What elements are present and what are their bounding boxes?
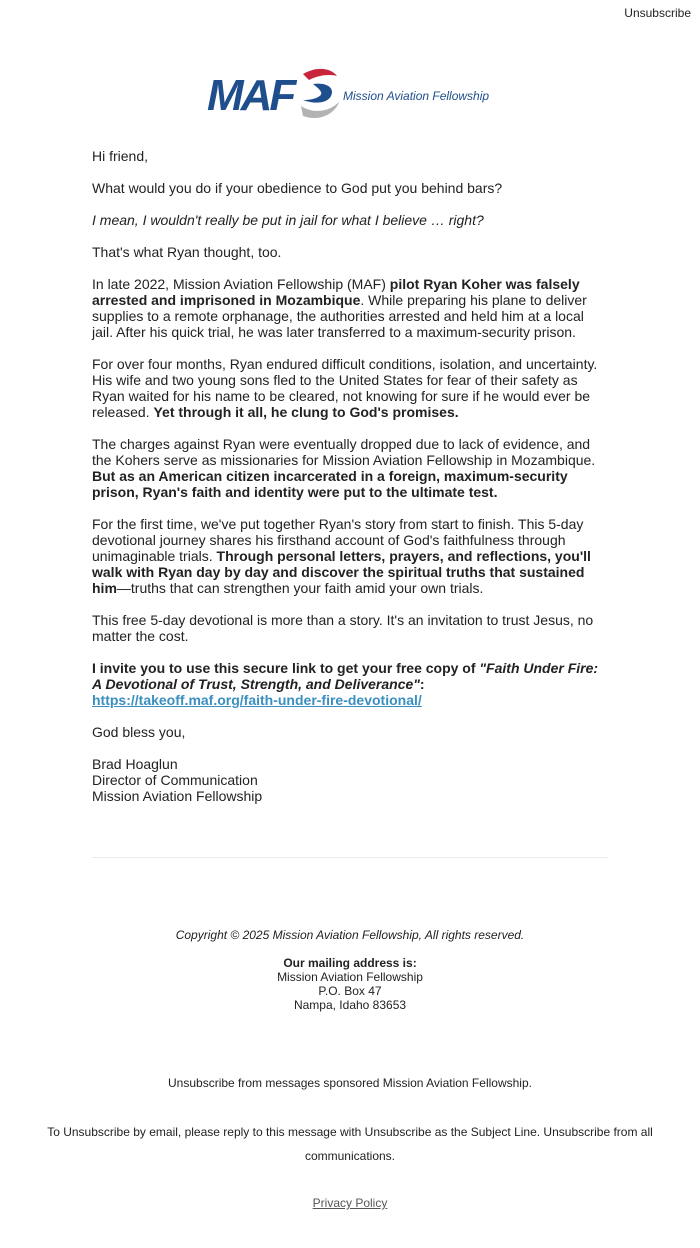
- logo-swoosh-grey: [301, 102, 339, 118]
- unsubscribe-sponsored[interactable]: Unsubscribe from messages sponsored Mission Aviation Fellowship.: [168, 1076, 532, 1090]
- paragraph-four-months: For over four months, Ryan endured difficult conditions, isolation, and uncertainty. His wife and two young sons fled to the United States for fear of their safety as Ryan waited for his name to be cleared, not knowing for sure if he would ever be released. Yet through it all, he clung to God's promises.: [92, 356, 598, 420]
- logo-swoosh-red: [303, 69, 337, 80]
- address-line-1: Mission Aviation Fellowship: [277, 970, 423, 984]
- closing: God bless you,: [92, 724, 186, 740]
- paragraph-question: What would you do if your obedience to God put you behind bars?: [92, 180, 503, 196]
- paragraph-invitation: This free 5-day devotional is more than a story. It's an invitation to trust Jesus, no matter the cost.: [92, 612, 594, 644]
- paragraph-cta: I invite you to use this secure link to get your free copy of "Faith Under Fire: A Devotional of Trust, Strength, and Deliverance": https://takeoff.maf.org/faith-under-fire-devotional/: [92, 660, 599, 708]
- copyright: Copyright © 2025 Mission Aviation Fellowship, All rights reserved.: [175, 928, 525, 942]
- signature: [92, 756, 608, 804]
- logo-wordmark: MAF: [207, 71, 294, 120]
- maf-logo-graphic: [205, 66, 495, 126]
- unsubscribe-email-instructions: To Unsubscribe by email, please reply to this message with Unsubscribe as the Subject Line. Unsubscribe from all communications.: [47, 1125, 653, 1163]
- greeting: Hi friend,: [92, 148, 149, 164]
- paragraph-italic: I mean, I wouldn't really be put in jail for what I believe … right?: [92, 212, 484, 228]
- email-body: [92, 148, 608, 820]
- paragraph-devotional: For the first time, we've put together Ryan's story from start to finish. This 5-day devotional journey shares his firsthand account of God's faithfulness through unimaginable trials. Through personal letters, prayers, and reflections, you'll walk with Ryan day by day and discover the spiritual truths that sustained him—truths that can strengthen your faith amid your own trials.: [92, 516, 591, 596]
- maf-logo: [0, 66, 700, 126]
- logo-tagline: Mission Aviation Fellowship: [343, 89, 490, 103]
- address-line-2: P.O. Box 47: [318, 984, 382, 998]
- divider: [92, 857, 608, 858]
- devotional-link[interactable]: https://takeoff.maf.org/faith-under-fire-devotional/: [92, 692, 422, 708]
- unsubscribe-link-top[interactable]: Unsubscribe: [624, 6, 691, 20]
- paragraph-arrest: In late 2022, Mission Aviation Fellowship (MAF) pilot Ryan Koher was falsely arrested and imprisoned in Mozambique. While preparing his plane to deliver supplies to a remote orphanage, the authorities arrested and held him at a local jail. After his quick trial, he was later transferred to a maximum-security prison.: [92, 276, 587, 340]
- address-line-3: Nampa, Idaho 83653: [293, 998, 407, 1012]
- privacy-footer: [0, 1196, 700, 1210]
- mailing-address: [0, 956, 700, 1012]
- signature-name: Brad Hoaglun: [92, 756, 178, 772]
- mailing-label: Our mailing address is:: [283, 956, 417, 970]
- paragraph-ryan-thought: That's what Ryan thought, too.: [92, 244, 282, 260]
- privacy-policy-link[interactable]: Privacy Policy: [312, 1196, 388, 1210]
- signature-org: Mission Aviation Fellowship: [92, 788, 263, 804]
- signature-title: Director of Communication: [92, 772, 258, 788]
- paragraph-charges: The charges against Ryan were eventually dropped due to lack of evidence, and the Kohers serve as missionaries for Mission Aviation Fellowship in Mozambique. But as an American citizen incarcerated in a foreign, maximum-security prison, Ryan's faith and identity were put to the ultimate test.: [92, 436, 596, 500]
- logo-swoosh-blue: [303, 84, 332, 103]
